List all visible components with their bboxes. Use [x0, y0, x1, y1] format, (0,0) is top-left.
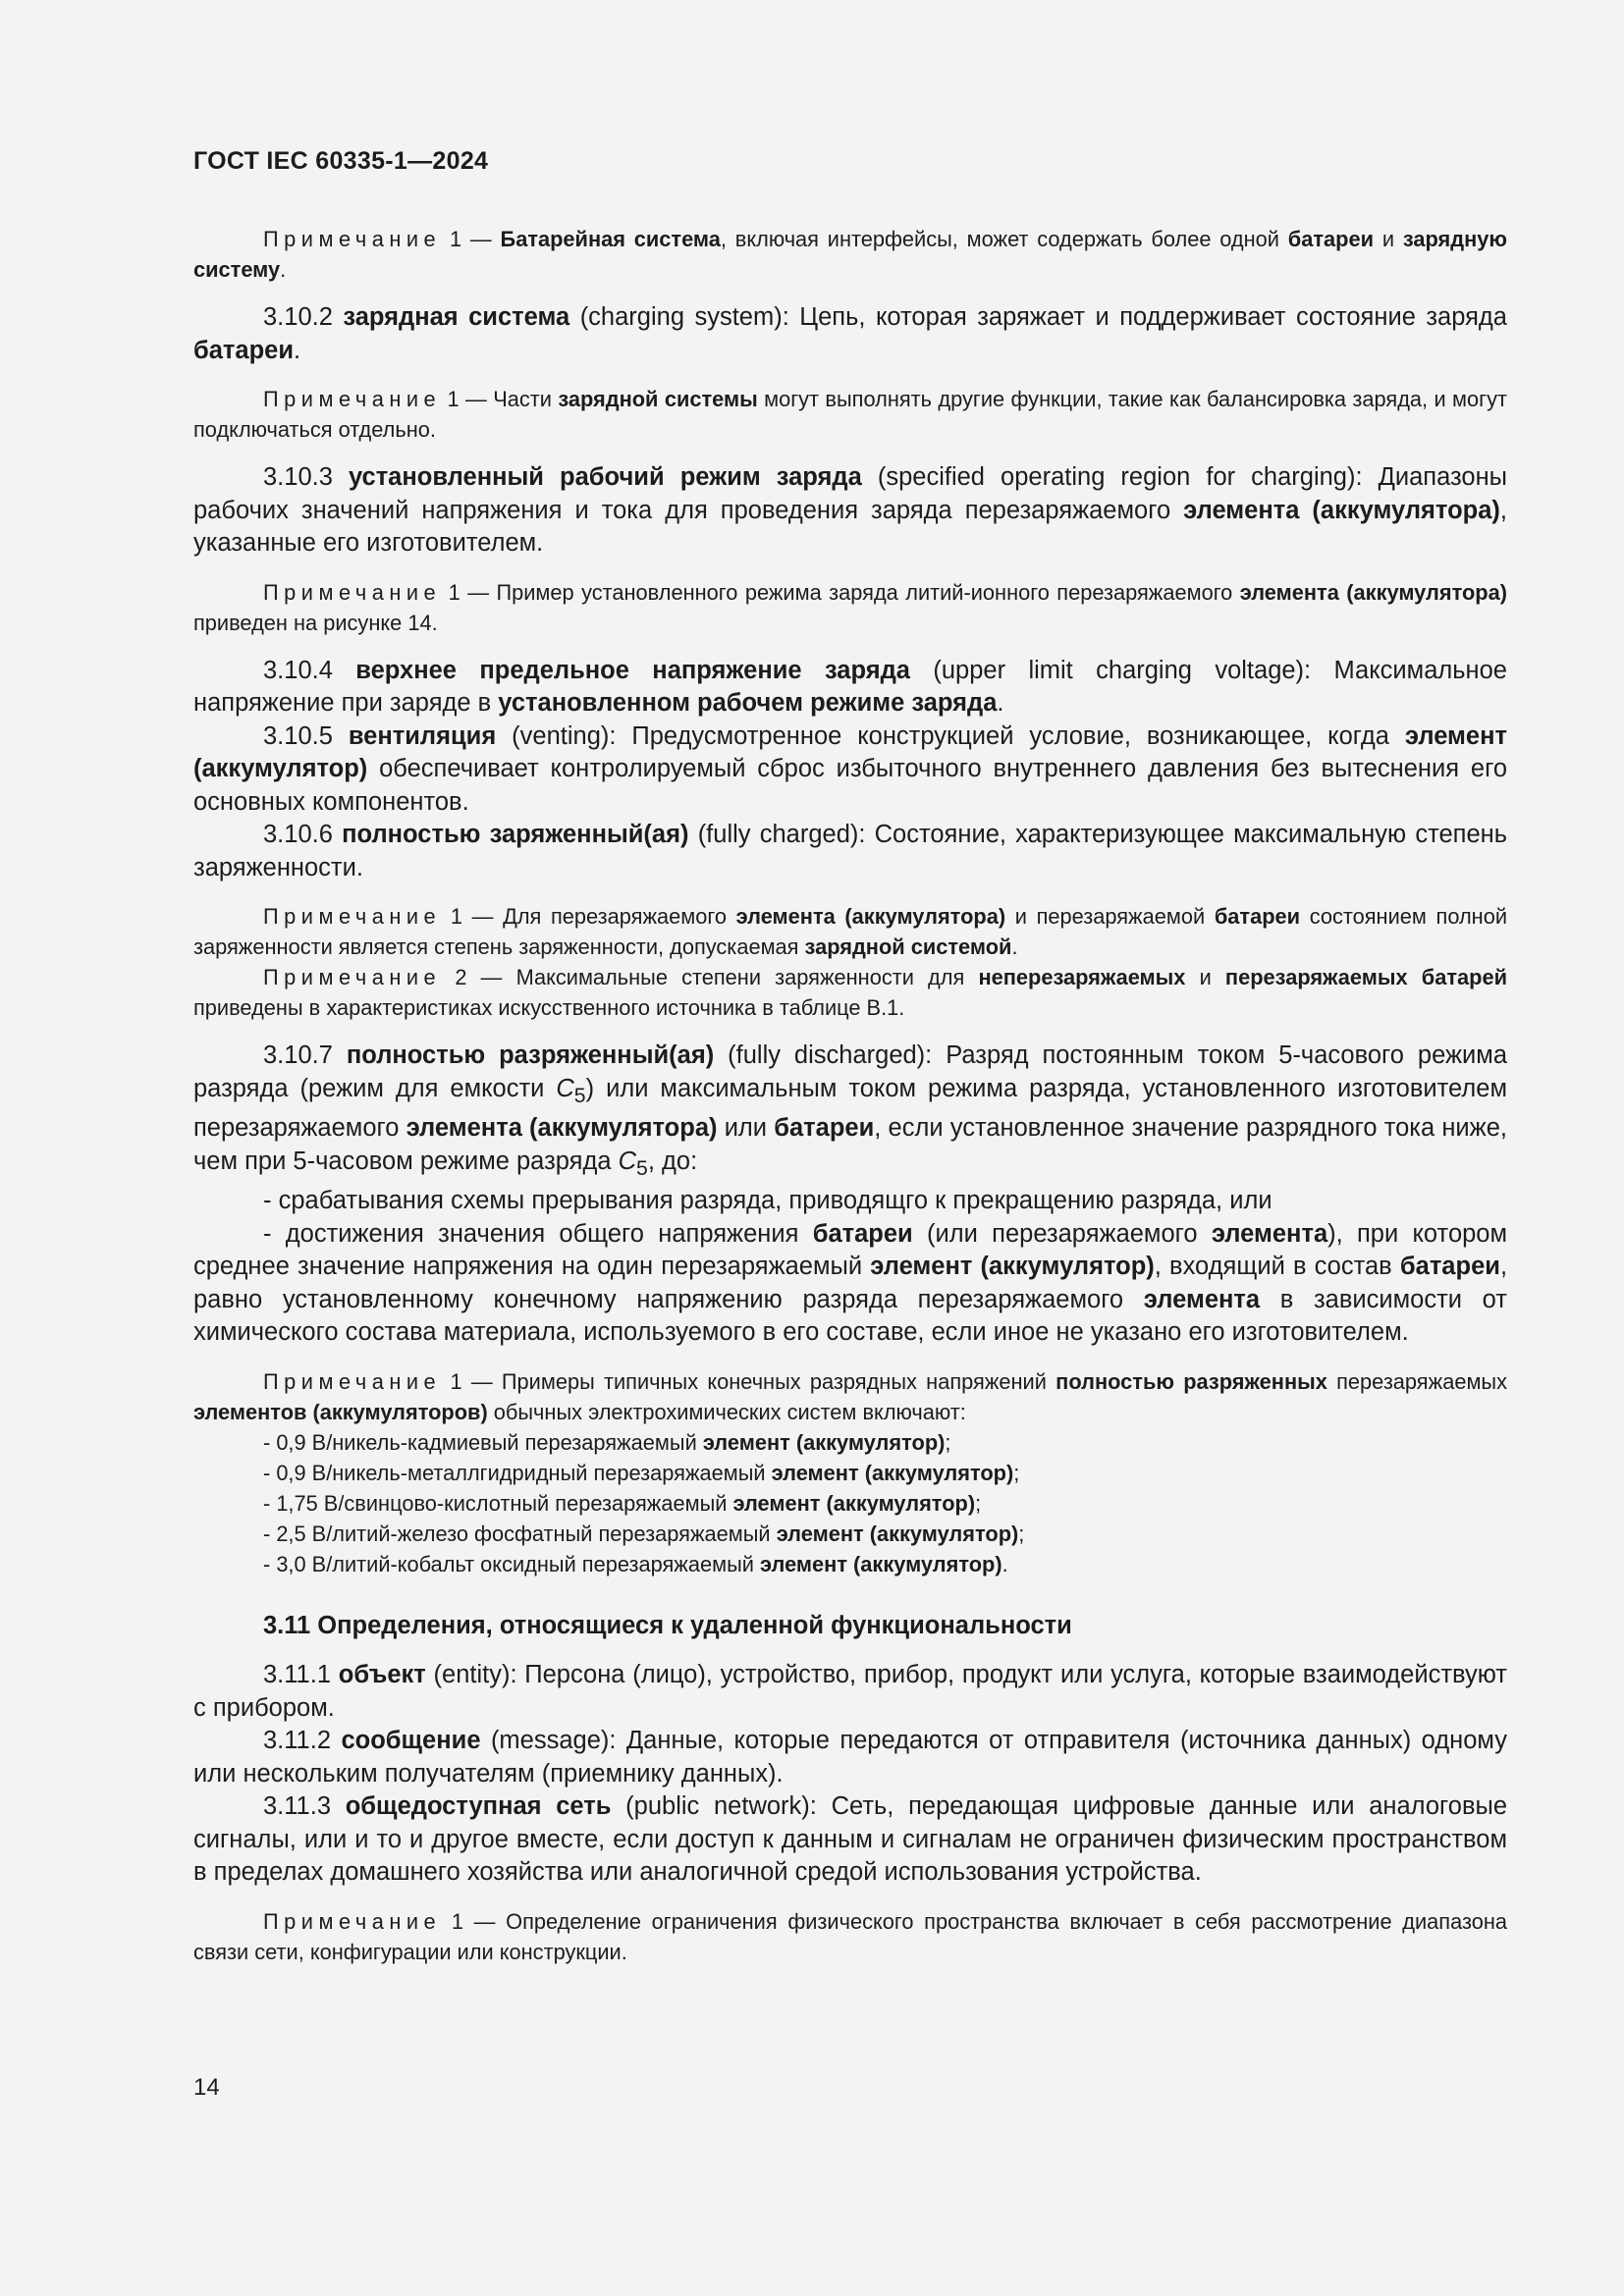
term-reference: элемент (аккумулятор): [193, 721, 1507, 782]
note-label: Примечание: [263, 227, 442, 251]
note-battery-system: [193, 224, 1507, 285]
capacity-symbol: C: [618, 1147, 637, 1175]
clause-number: 3.10.5: [263, 721, 333, 750]
note-text: и: [1381, 227, 1395, 251]
term-name: объект: [338, 1661, 426, 1689]
definition-3-11-2: [193, 1725, 1507, 1790]
capacity-subscript: 5: [573, 1083, 586, 1107]
definition-text: .: [294, 336, 301, 364]
definition-3-11-1: [193, 1659, 1507, 1725]
definition-text: , указанные его изготовителем.: [193, 496, 1507, 557]
term-reference: элемента (аккумулятора): [1183, 496, 1500, 524]
note-term: зарядной системы: [558, 387, 758, 411]
term-name: сообщение: [341, 1727, 481, 1755]
definition-text: (fully discharged): Разряд постоянным током 5-часового режима разряда (режим для емкости: [193, 1041, 1508, 1102]
term-reference: батареи: [812, 1219, 913, 1248]
definition-text: или: [724, 1114, 768, 1143]
note-number: 1 —: [450, 904, 494, 929]
note-text: .: [280, 257, 287, 282]
note-text: приведен на рисунке 14.: [193, 610, 438, 635]
term-reference: батареи: [193, 336, 295, 364]
note-text: Пример установленного режима заряда литий-ионного перезаряжаемого: [496, 579, 1233, 605]
clause-number: 3.11.2: [263, 1727, 332, 1755]
definition-3-10-5: [193, 721, 1507, 820]
condition-item-2: [193, 1218, 1507, 1350]
note-text: Для перезаряжаемого: [503, 904, 728, 929]
definition-3-10-6: [193, 819, 1507, 884]
capacity-subscript: 5: [636, 1155, 648, 1180]
definition-text: (upper limit charging voltage): Максимальное напряжение при заряде в: [193, 656, 1507, 717]
condition-text: в зависимости от химического состава материала, используемого в его составе, если иное не указано его изготовителем.: [193, 1285, 1507, 1347]
note-number: 1 —: [448, 579, 489, 605]
note-label: Примечание: [263, 904, 442, 929]
note-term: перезаряжаемых батарей: [1224, 965, 1507, 989]
definition-3-10-3: [193, 461, 1507, 561]
condition-text: (или перезаряжаемого: [927, 1219, 1198, 1248]
note-term: зарядной системой: [804, 934, 1012, 959]
note-term: батареи: [1287, 227, 1375, 251]
clause-number: 3.10.3: [263, 463, 333, 491]
definition-text: (public network): Сеть, передающая цифровые данные или аналоговые сигналы, или и то и другое вместе, если доступ к данным и сигналам не ограничен физическим пространством в пределах домашнего хозяйства или аналогичной средой использования устройства.: [193, 1792, 1507, 1887]
note-text: , включая интерфейсы, может содержать более одной: [720, 227, 1279, 251]
note-fully-charged-2: [193, 962, 1507, 1023]
term-name: полностью заряженный(ая): [342, 821, 689, 848]
definition-text: (specified operating region for charging): Диапазоны рабочих значений напряжения и тока для проведения заряда перезаряжаемого: [193, 463, 1508, 524]
note-number: 1 —: [451, 1908, 496, 1934]
note-term: элемента (аккумулятора): [735, 904, 1006, 929]
note-text: Примеры типичных конечных разрядных напряжений: [501, 1368, 1047, 1394]
note-public-network: [193, 1906, 1507, 1967]
note-label: Примечание: [263, 387, 442, 411]
note-number: 2 —: [455, 965, 503, 989]
condition-text: - достижения значения общего напряжения: [263, 1219, 799, 1248]
note-text: состоянием полной заряженности является степень заряженности, допускаемая: [193, 904, 1508, 959]
term-name: установленный рабочий режим заряда: [348, 463, 862, 491]
note-text: могут выполнять другие функции, такие как балансировка заряда, и могут подключаться отдельно.: [193, 387, 1507, 442]
page-number: 14: [193, 2074, 220, 2101]
note-term: элемента (аккумулятора): [1239, 579, 1507, 605]
definition-text: , если установленное значение разрядного тока ниже, чем при 5-часовом режиме разряда: [193, 1114, 1507, 1175]
note-text: Максимальные степени заряженности для: [515, 965, 965, 989]
condition-text: ), при котором среднее значение напряжения на один перезаряжаемый: [193, 1219, 1508, 1281]
note-text: Определение ограничения физического пространства включает в себя рассмотрение диапазона связи сети, конфигурации или конструкции.: [193, 1908, 1507, 1964]
definition-text: обеспечивает контролируемый сброс избыточного внутреннего давления без вытеснения его основных компонентов.: [193, 755, 1507, 816]
note-fully-charged-1: [193, 901, 1507, 962]
condition-text: , равно установленному конечному напряжению разряда перезаряжаемого: [193, 1253, 1508, 1313]
condition-text: , входящий в состав: [1154, 1253, 1392, 1281]
condition-item-1: - срабатывания схемы прерывания разряда, приводящго к прекращению разряда, или: [263, 1187, 1272, 1215]
note-number: 1 —: [447, 387, 487, 411]
term-reference: элемента: [1143, 1285, 1261, 1313]
clause-number: 3.10.6: [263, 821, 333, 848]
definition-text: (charging system): Цепь, которая заряжает и поддерживает состояние заряда: [579, 303, 1507, 331]
clause-number: 3.10.7: [263, 1041, 333, 1069]
note-label: Примечание: [263, 965, 442, 989]
note-fully-discharged: [193, 1366, 1507, 1427]
definition-text: (fully charged): Состояние, характеризующее максимальную степень заряженности.: [193, 821, 1507, 881]
definition-3-11-3: [193, 1790, 1507, 1890]
note-charging-system: [193, 384, 1507, 445]
term-name: полностью разряженный(ая): [346, 1041, 715, 1069]
term-reference: элемента (аккумулятора): [406, 1114, 718, 1143]
note-label: Примечание: [263, 579, 442, 605]
term-name: верхнее предельное напряжение заряда: [355, 656, 910, 684]
definition-3-10-2: [193, 301, 1507, 367]
page-header-doc-id: ГОСТ IEC 60335-1—2024: [193, 147, 489, 175]
section-title-3-11: 3.11 Определения, относящиеся к удаленной функциональности: [263, 1611, 1072, 1639]
note-text: приведены в характеристиках искусственного источника в таблице В.1.: [193, 995, 905, 1020]
list-item: - 0,9 В/никель-металлгидридный перезаряжаемый элемент (аккумулятор);: [263, 1460, 1020, 1485]
note-term: полностью разряженных: [1056, 1368, 1327, 1394]
clause-number: 3.11.3: [263, 1792, 332, 1821]
clause-number: 3.10.2: [263, 303, 333, 331]
term-reference: элемент (аккумулятор): [870, 1253, 1155, 1281]
note-operating-region: [193, 577, 1507, 638]
definition-text: .: [997, 689, 1004, 717]
term-name: общедоступная сеть: [345, 1792, 612, 1821]
note-label: Примечание: [263, 1908, 442, 1934]
note-text: и: [1199, 965, 1212, 989]
definition-3-10-7: [193, 1040, 1507, 1185]
clause-number: 3.10.4: [263, 656, 333, 684]
note-label: Примечание: [263, 1368, 442, 1394]
list-item: - 2,5 В/литий-железо фосфатный перезаряжаемый элемент (аккумулятор);: [263, 1521, 1025, 1546]
note-term: Батарейная система: [500, 227, 721, 251]
note-text: перезаряжаемых: [1336, 1368, 1507, 1394]
term-reference: элемента: [1211, 1219, 1328, 1248]
note-term: зарядную систему: [193, 227, 1507, 282]
voltage-list: [193, 1427, 1507, 1579]
term-name: зарядная система: [343, 303, 570, 331]
list-item: - 0,9 В/никель-кадмиевый перезаряжаемый элемент (аккумулятор);: [263, 1429, 951, 1455]
term-reference: батареи: [1399, 1253, 1500, 1281]
capacity-symbol: C: [556, 1074, 574, 1102]
note-number: 1 —: [449, 227, 492, 251]
note-text: и перезаряжаемой: [1014, 904, 1206, 929]
note-term: неперезаряжаемых: [978, 965, 1186, 989]
definition-text: (venting): Предусмотренное конструкцией условие, возникающее, когда: [512, 721, 1389, 750]
definition-text: ) или максимальным током режима разряда, установленного изготовителем перезаряжаемого: [193, 1074, 1507, 1143]
clause-number: 3.11.1: [263, 1661, 332, 1689]
definition-text: (entity): Персона (лицо), устройство, прибор, продукт или услуга, которые взаимодействуют с прибором.: [193, 1661, 1507, 1722]
term-reference: установленном рабочем режиме заряда: [498, 689, 998, 717]
list-item: - 1,75 В/свинцово-кислотный перезаряжаемый элемент (аккумулятор);: [263, 1490, 982, 1516]
note-term: батареи: [1214, 904, 1301, 929]
page-content: [193, 224, 1507, 1967]
term-reference: батареи: [774, 1114, 875, 1143]
note-text: Части: [493, 387, 552, 411]
definition-text: , до:: [647, 1147, 698, 1175]
note-text: .: [1011, 934, 1018, 959]
note-text: обычных электрохимических систем включают:: [493, 1399, 966, 1424]
definition-3-10-4: [193, 655, 1507, 721]
list-item: - 3,0 В/литий-кобальт оксидный перезаряжаемый элемент (аккумулятор).: [263, 1551, 1008, 1576]
note-term: элементов (аккумуляторов): [193, 1399, 488, 1424]
note-number: 1 —: [450, 1368, 493, 1394]
term-name: вентиляция: [348, 721, 497, 750]
definition-text: (message): Данные, которые передаются от отправителя (источника данных) одному или нескольким получателям (приемнику данных).: [193, 1727, 1507, 1788]
